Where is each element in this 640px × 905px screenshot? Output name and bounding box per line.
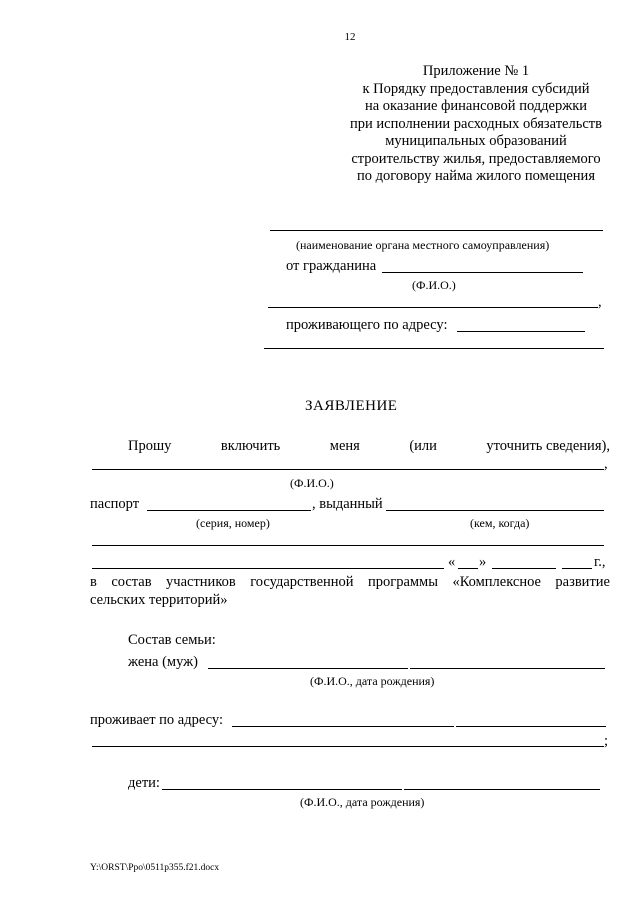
children-caption: (Ф.И.О., дата рождения) <box>300 795 425 809</box>
spouse-label: жена (муж) <box>128 654 198 670</box>
program-word: состав <box>111 574 152 590</box>
passport-label: паспорт <box>90 496 140 512</box>
appendix-header <box>330 63 622 186</box>
request-line <box>128 438 610 455</box>
authority-name-field[interactable] <box>270 230 603 231</box>
spouse-address-field-3[interactable] <box>92 746 604 747</box>
request-word: включить <box>220 438 281 454</box>
spouse-address-field-2[interactable] <box>456 726 606 727</box>
residence-address-field[interactable] <box>457 331 585 332</box>
residing-label: проживающего по адресу: <box>286 317 448 333</box>
citizen-name-field[interactable] <box>382 272 583 273</box>
program-word: программы <box>367 574 438 590</box>
applicant-name-field[interactable] <box>92 469 604 470</box>
page-number: 12 <box>344 31 356 43</box>
citizen-fio-caption: (Ф.И.О.) <box>412 278 456 292</box>
passport-issuer-field-2[interactable] <box>92 545 604 546</box>
spouse-address-field[interactable] <box>232 726 454 727</box>
children-label: дети: <box>128 775 160 791</box>
request-word: меня <box>329 438 360 454</box>
document-title: ЗАЯВЛЕНИЕ <box>305 398 398 414</box>
passport-issuer-field[interactable] <box>386 510 604 511</box>
issuer-field-3[interactable] <box>92 568 444 569</box>
appendix-line: к Порядку предоставления субсидий <box>362 80 590 97</box>
applicant-fio-caption: (Ф.И.О.) <box>290 476 334 490</box>
family-heading: Состав семьи: <box>128 632 216 648</box>
citizen-name-field-2[interactable] <box>268 307 598 308</box>
request-word: (или <box>409 438 437 454</box>
children-field-2[interactable] <box>404 789 600 790</box>
spouse-field-2[interactable] <box>410 668 605 669</box>
children-field[interactable] <box>162 789 402 790</box>
program-word: участников <box>166 574 236 590</box>
month-field[interactable] <box>492 568 556 569</box>
program-paragraph <box>90 574 610 609</box>
appendix-line: строительству жилья, предоставляемого <box>351 150 601 167</box>
spouse-field[interactable] <box>208 668 408 669</box>
appendix-line: на оказание финансовой поддержки <box>364 98 588 114</box>
residence-address-field-2[interactable] <box>264 348 604 349</box>
comma-mark: , <box>604 456 608 472</box>
program-word: развитие <box>555 574 610 590</box>
request-word: уточнить сведения), <box>486 438 610 454</box>
issued-label: , выданный <box>312 496 383 512</box>
program-word: в <box>90 574 97 590</box>
lives-at-label: проживает по адресу: <box>90 712 223 728</box>
quote-open: « <box>448 554 456 570</box>
passport-series-field[interactable] <box>147 510 311 511</box>
spouse-caption: (Ф.И.О., дата рождения) <box>310 674 435 688</box>
program-line-1 <box>90 574 610 592</box>
comma-mark: , <box>598 294 602 310</box>
year-field[interactable] <box>562 568 592 569</box>
program-line-2: сельских территорий» <box>90 591 228 608</box>
authority-caption: (наименование органа местного самоуправления) <box>296 238 550 252</box>
appendix-line: по договору найма жилого помещения <box>357 168 595 184</box>
series-caption: (серия, номер) <box>196 516 270 530</box>
file-path-footer: Y:\ORST\Ppo\0511p355.f21.docx <box>90 863 220 873</box>
issuer-caption: (кем, когда) <box>470 516 530 530</box>
quote-close: » <box>479 554 487 570</box>
semicolon-mark: ; <box>604 733 609 749</box>
from-citizen-label: от гражданина <box>286 258 377 274</box>
appendix-line: Приложение № 1 <box>422 63 530 79</box>
program-word: государственной <box>250 574 354 590</box>
year-suffix: г., <box>594 554 606 570</box>
appendix-line: муниципальных образований <box>385 133 567 149</box>
appendix-line: при исполнении расходных обязательств <box>350 115 602 132</box>
program-word: «Комплексное <box>452 574 541 590</box>
day-field[interactable] <box>458 568 478 569</box>
request-word: Прошу <box>128 438 172 454</box>
